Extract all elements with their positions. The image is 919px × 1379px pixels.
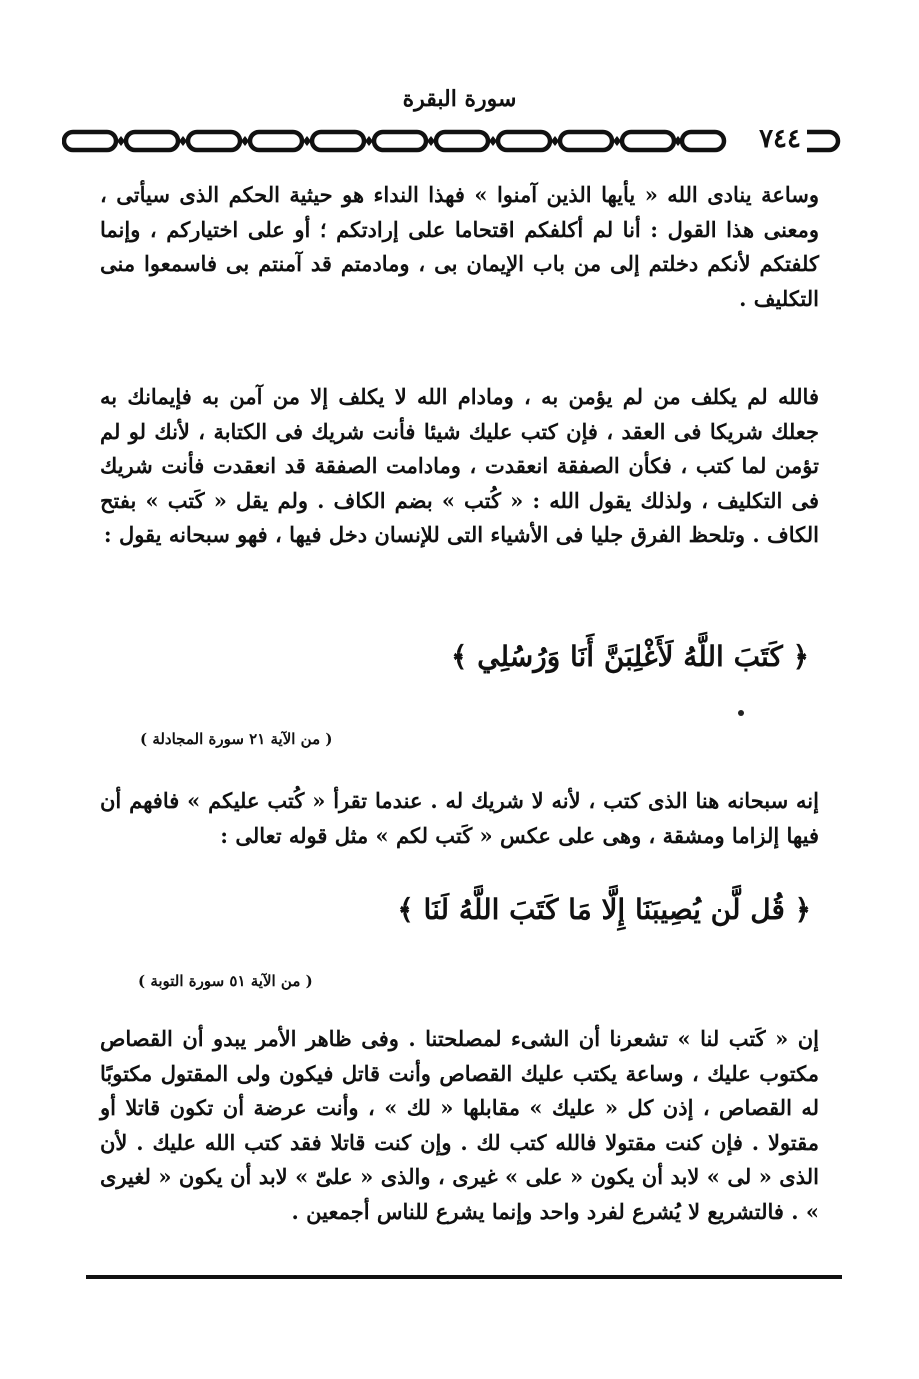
- page-number: ٧٤٤: [753, 122, 807, 156]
- stray-dot: [738, 710, 744, 716]
- paragraph-2: فالله لم يكلف من لم يؤمن به ، ومادام الله لا يكلف إلا من آمن به فإيمانك به جعلك شريكا فى العقد ، فإن كتب عليك شيئا فأنت شريك فى الكتابة ، لأنك لو لم تؤمن لما كتب ، فكأن الصفقة انعقدت ، ومادامت الصفقة قد انعقدت فأنت شريك فى التكليف ، ولذلك يقول الله : « كُتب » بضم الكاف . ولم يقل « كَتب » بفتح الكاف . وتلحظ الفرق جليا فى الأشياء التى للإنسان دخل فيها ، فهو سبحانه يقول :: [100, 384, 819, 547]
- ornamental-border: [62, 126, 842, 156]
- quran-verse-2: ﴿ قُل لَّن يُصِيبَنَا إِلَّا مَا كَتَبَ اللَّهُ لَنَا ﴾: [397, 893, 811, 926]
- paragraph-4: إن « كَتب لنا » تشعرنا أن الشىء لمصلحتنا . وفى ظاهر الأمر يبدو أن القصاص مكتوب عليك ، وساعة يكتب عليك القصاص وأنت قاتل فيكون ولى المقتول مكتوبًا له القصاص ، إذن كل « عليك » مقابلها « لك » ، وأنت عرضة أن تكون قاتلا أو مقتولا . فإن كنت مقتولا فالله كتب لك . وإن كنت قاتلا فقد كتب الله عليك . لأن الذى « لى » لابد أن يكون « على » غيرى ، والذى « علىّ » لابد أن يكون « لغيرى » . فالتشريع لا يُشرع لفرد واحد وإنما يشرع للناس أجمعين .: [100, 1026, 819, 1224]
- quran-verse-1: ﴿ كَتَبَ اللَّهُ لَأَغْلِبَنَّ أَنَا وَرُسُلِي ﴾: [450, 640, 809, 673]
- paragraph-1: وساعة ينادى الله « يأيها الذين آمنوا » فهذا النداء هو حيثية الحكم الذى سيأتى ، ومعنى هذا القول : أنا لم أكلفكم اقتحاما على إرادتكم ؛ أو على اختياركم ، وإنما كلفتكم لأنكم دخلتم إلى من باب الإيمان بى ، ومادمتم قد آمنتم بى فاسمعوا منى التكليف .: [100, 182, 819, 311]
- verse-citation-1: ( من الآية ٢١ سورة المجادلة ): [140, 730, 333, 748]
- footer-rule: [86, 1275, 842, 1279]
- verse-citation-2: ( من الآية ٥١ سورة التوبة ): [138, 972, 313, 990]
- surah-title: سورة البقرة: [402, 86, 517, 112]
- paragraph-3: إنه سبحانه هنا الذى كتب ، لأنه لا شريك له . عندما تقرأ « كُتب عليكم » فافهم أن فيها إلزاما ومشقة ، وهى على عكس « كَتب لكم » مثل قوله تعالى :: [100, 788, 819, 848]
